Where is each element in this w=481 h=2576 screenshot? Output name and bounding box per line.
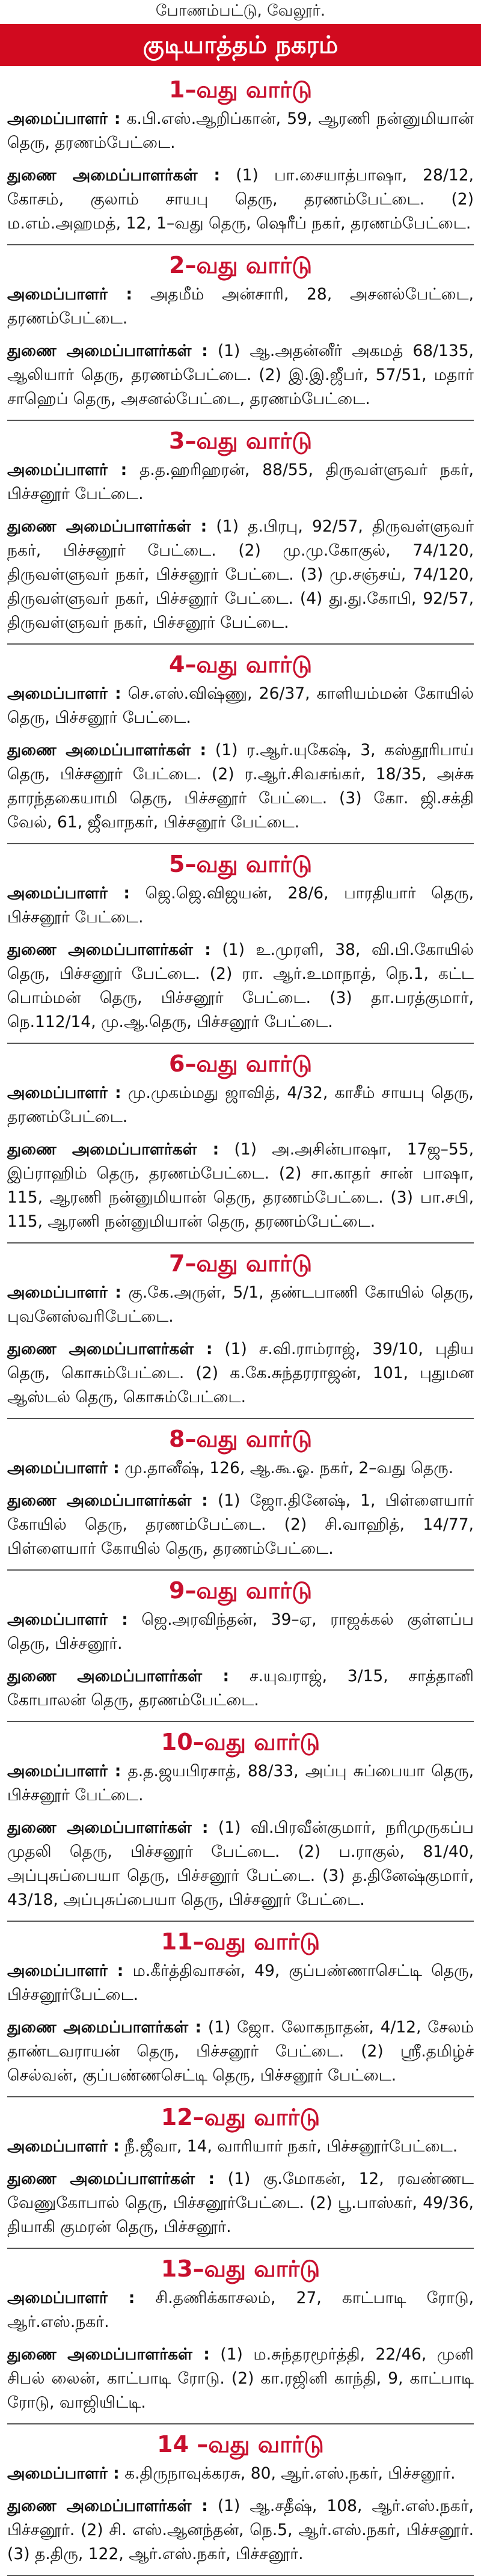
deputies-details: (1) ர.ஆர்.யுகேஷ், 3, கஸ்தூரிபாய் தெரு, பிச்சனூர் பேட்டை. (2) ர.ஆர்.சிவசங்கர், 18/35, அச்சு தாரந்தகையாமி தெரு, பிச்சனூர் பேட்டை. (3) கோ. ஜி.சக்தி வேல், 61, ஜீவாநகர், பிச்சனூர் பேட்டை.	[7, 741, 474, 832]
ward-block	[0, 2427, 481, 2576]
ward-title: 14 –வது வார்டு	[157, 2431, 324, 2458]
ward-leader	[7, 1608, 474, 1656]
deputies-details: (1) ஆ.சதீஷ், 108, ஆர்.எஸ்.நகர், பிச்சனூர். (2) சி. எஸ்.ஆனந்தன், நெ.5, ஆர்.எஸ்.நகர், பிச்சனூர். (3) த.திரு, 122, ஆர்.எஸ்.நகர், பிச்சனூர்.	[7, 2497, 474, 2563]
ward-divider	[7, 843, 474, 844]
leader-details: ஜெ.அரவிந்தன், 39–ஏ, ராஜக்கல் குள்ளப்ப தெரு, பிச்சனூர்.	[7, 1610, 474, 1653]
ward-divider	[7, 2248, 474, 2249]
ward-block	[0, 1421, 481, 1571]
deputies-details: (1) ஜோ.தினேஷ், 1, பிள்ளையார் கோயில் தெரு, தரணம்பேட்டை. (2) சி.வாஹித், 14/77, பிள்ளையார் கோயில் தெரு, தரணம்பேட்டை.	[7, 1491, 474, 1558]
leader-label: அமைப்பாளர் :	[7, 1961, 124, 1980]
ward-divider	[7, 1242, 474, 1244]
ward-leader	[7, 1959, 474, 2007]
deputies-details: (1) வி.பிரவீன்குமார், நரிமுருகப்ப முதலி தெரு, பிச்சனூர் பேட்டை. (2) ப.ராகுல், 81/40, அப்புசுப்பையா தெரு, பிச்சனூர் பேட்டை. (3) த.தினேஷ்குமார், 43/18, அப்புசுப்பையா தெரு, பிச்சனூர் பேட்டை.	[7, 1818, 474, 1909]
deputies-label: துணை அமைப்பாளர்கள் :	[7, 2497, 208, 2515]
ward-leader	[7, 1081, 474, 1129]
leader-label: அமைப்பாளர் :	[7, 1610, 128, 1629]
ward-block	[0, 1046, 481, 1244]
deputies-details: (1) த.பிரபு, 92/57, திருவள்ளுவர் நகர், பிச்சனூர் பேட்டை. (2) மு.மு.கோகுல், 74/120, திருவள்ளுவர் நகர், பிச்சனூர் பேட்டை. (3) மு.சஞ்சய், 74/120, திருவள்ளுவர் நகர், பிச்சனூர் பேட்டை. (4) து.து.கோபி, 92/57, திருவள்ளுவர் நகர், பிச்சனூர் பேட்டை.	[7, 517, 474, 632]
leader-label: அமைப்பாளர் :	[7, 1084, 121, 1102]
leader-details: செ.எஸ்.விஷ்ணு, 26/37, காளியம்மன் கோயில் தெரு, பிச்சனூர் பேட்டை.	[7, 684, 474, 727]
ward-title: 6–வது வார்டு	[169, 1050, 312, 1077]
section-banner: குடியாத்தம் நகரம்	[0, 24, 481, 66]
deputies-label: துணை அமைப்பாளர்கள் :	[7, 2018, 202, 2037]
ward-divider	[7, 643, 474, 645]
previous-section-tail: போணம்பட்டு, வேலூர்.	[155, 2, 326, 20]
deputies-details: (1) பா.சையாத்பாஷா, 28/12, கோசம், குலாம் சாயபு தெரு, தரணம்பேட்டை. (2) ம.எம்.அஹமத், 12, 1–வது தெரு, ஷெரீப் நகர், தரணம்பேட்டை.	[7, 166, 474, 233]
leader-details: க.பி.எஸ்.ஆறிப்கான், 59, ஆரணி நன்னுமியான் தெரு, தரணம்பேட்டை.	[7, 109, 474, 152]
leader-details: மு.முகம்மது ஜாவித், 4/32, காசீம் சாயபு தெரு, தரணம்பேட்டை.	[7, 1084, 474, 1126]
deputies-details: (1) ஜோ. லோகநாதன், 4/12, சேலம் தாண்டவராயன் தெரு, பிச்சனூர் பேட்டை. (2) ஸ்ரீ.தமிழ்ச் செல்வன், குப்பண்ணசெட்டி தெரு, பிச்சனூர் பேட்டை.	[7, 2018, 474, 2085]
ward-block	[0, 1573, 481, 1722]
ward-divider	[7, 1043, 474, 1044]
ward-title: 9–வது வார்டு	[169, 1577, 312, 1604]
deputies-details: (1) ச.வி.ராம்ராஜ், 39/10, புதிய தெரு, கொசும்பேட்டை. (2) க.கே.சுந்தரராஜன், 101, புதுமன ஆஸ்டல் தெரு, கொசும்பேட்டை.	[7, 1340, 474, 1406]
ward-leader	[7, 1456, 474, 1480]
ward-leader	[7, 2286, 474, 2334]
ward-divider	[7, 2096, 474, 2097]
deputies-label: துணை அமைப்பாளர்கள் :	[7, 1667, 230, 1685]
leader-details: க.திருநாவுக்கரசு, 80, ஆர்.எஸ்.நகர், பிச்சனூர்.	[124, 2464, 456, 2483]
ward-title: 10–வது வார்டு	[161, 1729, 320, 1755]
leader-label: அமைப்பாளர் :	[7, 109, 121, 128]
ward-leader	[7, 283, 474, 331]
leader-details: அதமீம் அன்சாரி, 28, அசனல்பேட்டை, தரணம்பேட்டை.	[7, 285, 474, 328]
leader-details: கு.கே.அருள், 5/1, தண்டபாணி கோயில் தெரு, புவனேஸ்வரிபேட்டை.	[7, 1283, 474, 1326]
ward-title: 4–வது வார்டு	[169, 651, 312, 678]
ward-deputies	[7, 2016, 474, 2088]
ward-title: 3–வது வார்டு	[169, 428, 312, 454]
ward-title: 11–வது வார்டு	[161, 1928, 320, 1955]
ward-block	[0, 2100, 481, 2249]
deputies-label: துணை அமைப்பாளர்கள் :	[7, 741, 207, 759]
ward-title: 13–வது வார்டு	[161, 2256, 320, 2282]
ward-block	[0, 847, 481, 1044]
ward-deputies	[7, 164, 474, 236]
ward-leader	[7, 682, 474, 730]
ward-deputies	[7, 738, 474, 835]
leader-label: அமைப்பாளர் :	[7, 884, 130, 903]
ward-deputies	[7, 1138, 474, 1234]
deputies-label: துணை அமைப்பாளர்கள் :	[7, 342, 208, 360]
ward-deputies	[7, 1337, 474, 1409]
ward-title: 2–வது வார்டு	[169, 252, 312, 278]
ward-divider	[7, 1921, 474, 1922]
deputies-label: துணை அமைப்பாளர்கள் :	[7, 1140, 219, 1159]
ward-leader	[7, 107, 474, 155]
leader-label: அமைப்பாளர் :	[7, 461, 127, 479]
ward-deputies	[7, 515, 474, 635]
leader-details: மு.தானீஷ், 126, ஆ.கூ.ஓ. நகர், 2–வது தெரு.	[124, 1459, 454, 1477]
ward-divider	[7, 2423, 474, 2424]
leader-label: அமைப்பாளர் :	[7, 1283, 121, 1302]
leader-details: ம.கீர்த்திவாசன், 49, குப்பண்ணாசெட்டி தெரு, பிச்சனூர்பேட்டை.	[7, 1961, 474, 2004]
ward-leader	[7, 2135, 474, 2159]
leader-label: அமைப்பாளர் :	[7, 684, 121, 703]
ward-deputies	[7, 2343, 474, 2415]
ward-block	[0, 423, 481, 645]
deputies-details: (1) உ.முரளி, 38, வி.பி.கோயில் தெரு, பிச்சனூர் பேட்டை. (2) ரா. ஆர்.உமாநாத், நெ.1, கட்ட பொம்மன் தெரு, பிச்சனூர் பேட்டை. (3) தா.பரத்குமார், நெ.112/14, மு.ஆ.தெரு, பிச்சனூர் பேட்டை.	[7, 940, 474, 1031]
ward-title: 8–வது வார்டு	[169, 1426, 312, 1452]
deputies-label: துணை அமைப்பாளர்கள் :	[7, 1818, 209, 1837]
ward-list	[0, 72, 481, 2576]
ward-divider	[7, 420, 474, 421]
deputies-label: துணை அமைப்பாளர்கள் :	[7, 2345, 210, 2364]
leader-details: நீ.ஜீவா, 14, வாரியார் நகர், பிச்சனூர்பேட்டை.	[124, 2137, 458, 2156]
leader-details: த.த.ஹரிஹரன், 88/55, திருவள்ளுவர் நகர், பிச்சனூர் பேட்டை.	[7, 461, 474, 503]
ward-block	[0, 647, 481, 844]
leader-label: அமைப்பாளர் :	[7, 2289, 135, 2307]
deputies-label: துணை அமைப்பாளர்கள் :	[7, 166, 221, 185]
ward-leader	[7, 882, 474, 930]
ward-title: 12–வது வார்டு	[161, 2104, 320, 2130]
deputies-label: துணை அமைப்பாளர்கள் :	[7, 940, 211, 959]
ward-block	[0, 1725, 481, 1922]
ward-deputies	[7, 1664, 474, 1713]
leader-details: த.த.ஜயபிரசாத், 88/33, அப்பு சுப்பையா தெரு, பிச்சனூர் பேட்டை.	[7, 1762, 474, 1805]
ward-divider	[7, 244, 474, 245]
ward-deputies	[7, 2494, 474, 2566]
ward-deputies	[7, 2167, 474, 2239]
ward-block	[0, 2251, 481, 2424]
ward-block	[0, 72, 481, 245]
deputies-details: (1) கு.மோகன், 12, ரவண்ணட வேணுகோபால் தெரு, பிச்சனூர்பேட்டை. (2) பூ.பாஸ்கர், 49/36, தியாகி குமரன் தெரு, பிச்சனூர்.	[7, 2170, 474, 2236]
ward-deputies	[7, 1816, 474, 1912]
deputies-details: (1) அ.அசின்பாஷா, 17ஜ–55, இப்ராஹிம் தெரு, தரணம்பேட்டை. (2) சா.காதர் சான் பாஷா, 115, ஆரணி நன்னுமியான் தெரு, தரணம்பேட்டை. (3) பா.சபி, 115, ஆரணி நன்னுமியான் தெரு, தரணம்பேட்டை.	[7, 1140, 474, 1231]
ward-block	[0, 248, 481, 421]
ward-block	[0, 1246, 481, 1419]
leader-label: அமைப்பாளர் :	[7, 1762, 121, 1780]
deputies-label: துணை அமைப்பாளர்கள் :	[7, 2170, 215, 2188]
ward-title: 7–வது வார்டு	[169, 1250, 312, 1277]
deputies-label: துணை அமைப்பாளர்கள் :	[7, 517, 207, 536]
deputies-details: ச.யுவராஜ், 3/15, சாத்தானி கோபாலன் தெரு, தரணம்பேட்டை.	[7, 1667, 474, 1710]
deputies-details: (1) ஆ.அதன்னீர் அகமத் 68/135, ஆலியார் தெரு, தரணம்பேட்டை. (2) இ.இ.ஜீபர், 57/51, மதார் சாஹெப் தெரு, அசனல்பேட்டை, தரணம்பேட்டை.	[7, 342, 474, 408]
ward-deputies	[7, 339, 474, 411]
ward-deputies	[7, 1489, 474, 1561]
ward-leader	[7, 1281, 474, 1329]
ward-title: 5–வது வார்டு	[169, 851, 312, 877]
leader-details: சி.தணிக்காசலம், 27, காட்பாடி ரோடு, ஆர்.எஸ்.நகர்.	[7, 2289, 474, 2331]
leader-label: அமைப்பாளர் :	[7, 2137, 120, 2156]
ward-block	[0, 1924, 481, 2097]
ward-divider	[7, 1721, 474, 1722]
ward-deputies	[7, 938, 474, 1034]
deputies-details: (1) ம.சுந்தரமூர்த்தி, 22/46, முனி சிபல் லைன், காட்பாடி ரோடு. (2) கா.ரஜினி காந்தி, 9, காட்பாடி ரோடு, வாஜியிட்டி.	[7, 2345, 474, 2412]
deputies-label: துணை அமைப்பாளர்கள் :	[7, 1491, 208, 1510]
ward-divider	[7, 1418, 474, 1419]
deputies-label: துணை அமைப்பாளர்கள் :	[7, 1340, 213, 1358]
ward-leader	[7, 1759, 474, 1808]
ward-divider	[7, 1569, 474, 1571]
ward-leader	[7, 458, 474, 506]
leader-label: அமைப்பாளர் :	[7, 2464, 120, 2483]
ward-title: 1–வது வார்டு	[169, 76, 312, 103]
leader-label: அமைப்பாளர் :	[7, 1459, 120, 1477]
leader-label: அமைப்பாளர் :	[7, 285, 133, 304]
ward-leader	[7, 2462, 474, 2486]
leader-details: ஜெ.ஜெ.விஜயன், 28/6, பாரதியார் தெரு, பிச்சனூர் பேட்டை.	[7, 884, 474, 927]
